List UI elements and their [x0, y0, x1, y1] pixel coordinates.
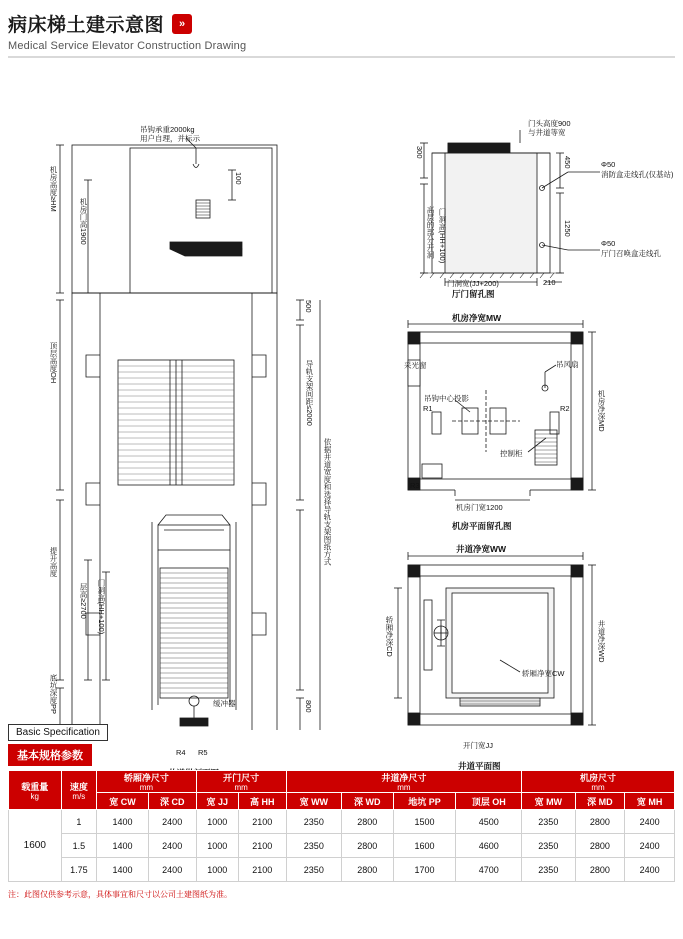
page-subtitle: Medical Service Elevator Construction Drawing — [8, 40, 247, 52]
label-control-cabinet: 控制柜 — [500, 449, 523, 458]
cell-md: 2800 — [575, 858, 625, 882]
cell-md: 2800 — [575, 810, 625, 834]
label-machine-room-width: 机房净宽MW — [452, 313, 502, 323]
cell-speed: 1.5 — [61, 834, 97, 858]
cell-ww: 2350 — [286, 834, 341, 858]
cell-cw: 1400 — [97, 834, 149, 858]
cell-cd: 2400 — [148, 834, 196, 858]
cell-pp: 1600 — [393, 834, 456, 858]
label-guide-bracket-spacing: 导轨支架间距≤2000 — [305, 360, 314, 426]
cell-cw: 1400 — [97, 810, 149, 834]
cell-mw: 2350 — [522, 858, 575, 882]
spec-badge-cn-wrap — [8, 741, 675, 766]
cell-wd: 2800 — [341, 858, 393, 882]
cell-ww: 2350 — [286, 858, 341, 882]
table-row — [9, 810, 675, 834]
cell-cd: 2400 — [148, 858, 196, 882]
label-hole-50-b: Φ50 — [601, 239, 616, 248]
cell-cw: 1400 — [97, 858, 149, 882]
caption-shaft: 井道平面图 — [458, 761, 501, 771]
col-group-car: 轿厢净尺寸 mm — [97, 771, 196, 793]
label-r5: R5 — [198, 748, 208, 757]
label-guide-bracket-note: 依据井道宽度和选择导轨支架图纸方式 — [323, 438, 332, 566]
label-door-height-hh: 门洞高(HH+100) — [438, 208, 447, 264]
label-dim-450: 450 — [563, 156, 572, 169]
caption-door: 厅门留孔图 — [452, 289, 495, 299]
col-wd: 深 WD — [341, 793, 393, 810]
label-dim-800: 800 — [304, 700, 313, 713]
col-mw: 宽 MW — [522, 793, 575, 810]
cell-oh: 4500 — [456, 810, 522, 834]
cell-cd: 2400 — [148, 810, 196, 834]
label-dim-300: 300 — [415, 146, 424, 159]
label-door-opening-width: 门洞宽(JJ+200) — [447, 279, 499, 288]
caption-machine-room: 机房平面留孔图 — [452, 521, 512, 531]
cell-mw: 2350 — [522, 834, 575, 858]
table-row — [9, 834, 675, 858]
label-fire-box-wiring-hole: 消防盒走线孔(仅基站) — [601, 170, 674, 179]
col-md: 深 MD — [575, 793, 625, 810]
label-ceiling-fan: 吊风扇 — [556, 360, 579, 369]
cell-oh: 4600 — [456, 834, 522, 858]
cell-hh: 2100 — [238, 810, 286, 834]
label-r4: R4 — [176, 748, 186, 757]
label-door-same-width: 与井道等宽 — [528, 128, 566, 137]
cell-load: 1600 — [9, 810, 62, 882]
label-overhead-height: 顶层高度OH — [49, 342, 58, 384]
label-car-width: 轿厢净宽CW — [522, 669, 565, 678]
label-machine-room-height: 机房高度≥HM — [49, 166, 58, 212]
cell-hh: 2100 — [238, 834, 286, 858]
label-door-header-height: 门头高度900 — [528, 119, 571, 128]
label-call-box-wiring-hole: 厅门召唤盒走线孔 — [601, 249, 661, 258]
label-hook-load: 吊钩承重2000kg — [140, 125, 195, 134]
spec-badge-cn: 基本规格参数 — [8, 744, 92, 766]
label-dim-500: 500 — [304, 300, 313, 313]
cell-pp: 1700 — [393, 858, 456, 882]
spec-section — [8, 722, 675, 900]
col-group-speed: 速度 m/s — [61, 771, 97, 810]
label-travel-height: 提升高度 — [49, 547, 58, 577]
cell-hh: 2100 — [238, 858, 286, 882]
col-cw: 宽 CW — [97, 793, 149, 810]
cell-pp: 1500 — [393, 810, 456, 834]
spec-table-body — [9, 810, 675, 882]
chevron-right-icon: » — [172, 14, 192, 34]
spec-note: 注：此图仅供参考示意，具体事宜和尺寸以公司土建图纸为准。 — [8, 890, 232, 900]
spec-group-row — [9, 771, 675, 793]
page-header — [0, 0, 683, 58]
header-title-row — [8, 10, 683, 37]
spec-badge-en-wrap — [8, 722, 675, 741]
cell-mh: 2400 — [625, 834, 675, 858]
spec-table-head — [9, 771, 675, 810]
col-ww: 宽 WW — [286, 793, 341, 810]
col-cd: 深 CD — [148, 793, 196, 810]
label-hook-centre-projection: 吊钩中心投影 — [424, 394, 469, 403]
spec-table — [8, 770, 675, 882]
label-hook-note: 用户自理，并标示 — [140, 134, 200, 143]
cell-speed: 1 — [61, 810, 97, 834]
col-pp: 地坑 PP — [393, 793, 456, 810]
col-hh: 高 HH — [238, 793, 286, 810]
spec-column-row — [9, 793, 675, 810]
cell-jj: 1000 — [196, 810, 238, 834]
label-shaft-width: 井道净宽WW — [456, 544, 507, 554]
label-pit-depth: 底坑深度PP — [49, 674, 58, 715]
label-door-opening-height: 门洞高(HH+100) — [97, 579, 106, 635]
label-door-width-jj: 开门宽JJ — [463, 741, 493, 750]
label-hole-50-a: Φ50 — [601, 160, 616, 169]
cell-wd: 2800 — [341, 810, 393, 834]
cell-jj: 1000 — [196, 858, 238, 882]
label-r3: R3 — [410, 481, 420, 490]
cell-mh: 2400 — [625, 858, 675, 882]
header-divider — [8, 56, 675, 58]
label-shaft-depth: 井道净深WD — [597, 620, 606, 663]
cell-jj: 1000 — [196, 834, 238, 858]
cell-wd: 2800 — [341, 834, 393, 858]
label-machine-room-door-height: 机房门高1900 — [79, 198, 88, 245]
cell-md: 2800 — [575, 834, 625, 858]
spec-badge-en: Basic Specification — [8, 724, 108, 741]
label-upper-opening-note: 高层的部分开洞 — [426, 206, 435, 259]
table-row — [9, 858, 675, 882]
label-machine-room-depth: 机房净深MD — [597, 390, 606, 432]
page-title: 病床梯土建示意图 — [8, 15, 165, 36]
label-dim-1250: 1250 — [563, 220, 572, 237]
col-mh: 宽 MH — [625, 793, 675, 810]
col-oh: 顶层 OH — [456, 793, 522, 810]
col-jj: 宽 JJ — [196, 793, 238, 810]
col-group-machine-room: 机房尺寸 mm — [522, 771, 675, 793]
col-group-door: 开门尺寸 mm — [196, 771, 286, 793]
cell-mw: 2350 — [522, 810, 575, 834]
cell-oh: 4700 — [456, 858, 522, 882]
label-r2: R2 — [560, 404, 570, 413]
label-r1: R1 — [423, 404, 433, 413]
label-dim-100: 100 — [234, 172, 243, 185]
label-dim-210: 210 — [543, 278, 556, 287]
label-skylight: 采光窗 — [404, 361, 427, 370]
cell-ww: 2350 — [286, 810, 341, 834]
col-group-shaft: 井道净尺寸 mm — [286, 771, 521, 793]
col-group-load: 载重量 kg — [9, 771, 62, 810]
label-buffer: 缓冲器 — [213, 699, 236, 708]
cell-mh: 2400 — [625, 810, 675, 834]
cell-speed: 1.75 — [61, 858, 97, 882]
label-floor-height: 层高≥2700 — [79, 583, 88, 619]
label-car-depth: 轿厢净深CD — [385, 616, 394, 657]
label-machine-room-door-width: 机房门宽1200 — [456, 503, 503, 512]
